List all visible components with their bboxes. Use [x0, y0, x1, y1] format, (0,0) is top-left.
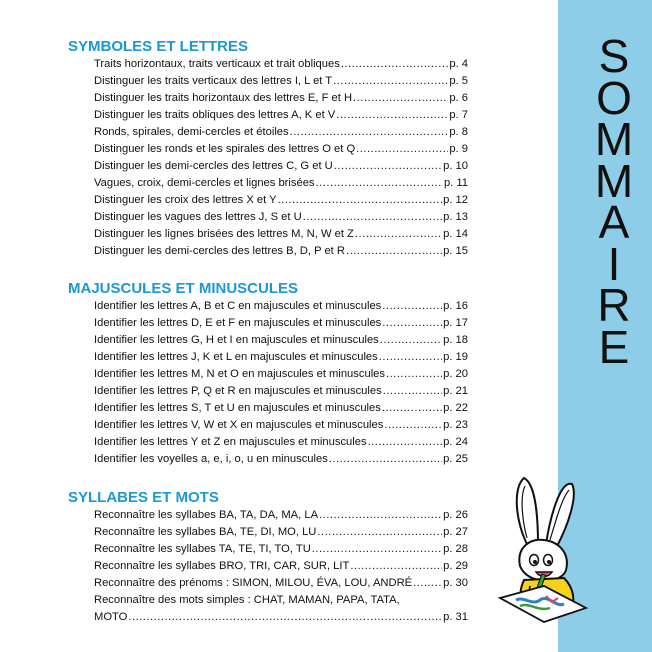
- entry-list: [68, 56, 468, 260]
- entry-label: Distinguer les croix des lettres X et Y: [94, 194, 277, 206]
- toc-entry[interactable]: [68, 575, 468, 592]
- dot-leader: [380, 332, 442, 349]
- entry-label: Distinguer les traits horizontaux des lettres E, F et H: [94, 92, 353, 104]
- toc-entry[interactable]: [68, 175, 468, 192]
- toc-entry[interactable]: [68, 124, 468, 141]
- toc-entry[interactable]: [68, 315, 468, 332]
- entry-page: p. 18: [443, 334, 468, 346]
- table-of-contents: [68, 38, 468, 626]
- entry-label: Distinguer les demi-cercles des lettres B, D, P et R: [94, 245, 345, 257]
- section-title: MAJUSCULES ET MINUSCULES: [68, 280, 299, 297]
- dot-leader: [356, 141, 448, 158]
- entry-label: Distinguer les traits verticaux des lettres I, L et T: [94, 75, 333, 87]
- entry-label: Identifier les lettres J, K et L en majuscules et minuscules: [94, 351, 378, 363]
- dot-leader: [355, 226, 442, 243]
- entry-page: p. 7: [449, 109, 468, 121]
- dot-leader: [329, 451, 442, 468]
- section-title: SYMBOLES ET LETTRES: [68, 38, 249, 55]
- toc-entry[interactable]: [68, 541, 468, 558]
- dot-leader: [379, 349, 442, 366]
- entry-page: p. 12: [443, 194, 468, 206]
- entry-label: Vagues, croix, demi-cercles et lignes brisées: [94, 177, 315, 189]
- title-letter: M: [594, 113, 634, 165]
- toc-entry[interactable]: [68, 107, 468, 124]
- entry-label: Distinguer les vagues des lettres J, S et U: [94, 211, 302, 223]
- title-letter: I: [607, 237, 621, 290]
- section-symboles-et-lettres: [68, 38, 468, 260]
- entry-page: p. 19: [443, 351, 468, 363]
- entry-page: p. 6: [449, 92, 468, 104]
- toc-entry[interactable]: [68, 192, 468, 209]
- dot-leader: [319, 507, 442, 524]
- dot-leader: [384, 417, 442, 434]
- entry-label: Identifier les lettres P, Q et R en majuscules et minuscules: [94, 385, 382, 397]
- entry-label: Reconnaître les syllabes TA, TE, TI, TO, TU: [94, 543, 311, 555]
- dot-leader: [350, 558, 442, 575]
- dot-leader: [336, 107, 448, 124]
- toc-entry[interactable]: [68, 417, 468, 434]
- section-title: SYLLABES ET MOTS: [68, 489, 219, 506]
- dot-leader: [382, 400, 442, 417]
- entry-label: Distinguer les demi-cercles des lettres C, G et U: [94, 160, 333, 172]
- title-letter: S: [598, 30, 630, 82]
- toc-entry-wrapped[interactable]: [68, 592, 468, 626]
- title-letter: A: [598, 196, 630, 248]
- toc-entry[interactable]: [68, 158, 468, 175]
- entry-label: Distinguer les lignes brisées des lettres M, N, W et Z: [94, 228, 354, 240]
- entry-page: p. 28: [443, 543, 468, 555]
- entry-list: [68, 507, 468, 626]
- entry-page: p. 20: [443, 368, 468, 380]
- toc-entry[interactable]: [68, 298, 468, 315]
- entry-page: p. 24: [443, 436, 468, 448]
- toc-entry[interactable]: [68, 366, 468, 383]
- dot-leader: [413, 575, 442, 592]
- entry-page: p. 16: [443, 300, 468, 312]
- title-letter: O: [596, 71, 632, 124]
- entry-label: Reconnaître les syllabes BRO, TRI, CAR, SUR, LIT: [94, 560, 350, 572]
- dot-leader: [303, 209, 442, 226]
- entry-page: p. 13: [443, 211, 468, 223]
- entry-page: p. 29: [443, 560, 468, 572]
- section-syllabes-et-mots: [68, 489, 468, 626]
- entry-page: p. 26: [443, 509, 468, 521]
- entry-label: Identifier les lettres A, B et C en majuscules et minuscules: [94, 300, 382, 312]
- toc-entry[interactable]: [68, 400, 468, 417]
- dot-leader: [383, 383, 442, 400]
- title-letter: E: [598, 320, 630, 373]
- entry-label: Identifier les lettres D, E et F en majuscules et minuscules: [94, 317, 382, 329]
- toc-entry[interactable]: [68, 141, 468, 158]
- toc-entry[interactable]: [68, 90, 468, 107]
- entry-list: [68, 298, 468, 468]
- entry-page: p. 21: [443, 385, 468, 397]
- dot-leader: [368, 434, 443, 451]
- toc-entry[interactable]: [68, 524, 468, 541]
- toc-entry[interactable]: [68, 226, 468, 243]
- entry-label: Identifier les lettres G, H et I en majuscules et minuscules: [94, 334, 379, 346]
- entry-page: p. 9: [449, 143, 468, 155]
- dot-leader: [334, 158, 442, 175]
- toc-entry[interactable]: [68, 507, 468, 524]
- entry-page: p. 8: [449, 126, 468, 138]
- toc-entry[interactable]: [68, 73, 468, 90]
- toc-entry[interactable]: [68, 558, 468, 575]
- entry-page: p. 23: [443, 419, 468, 431]
- dot-leader: [317, 524, 442, 541]
- title-letter: R: [597, 279, 631, 331]
- section-majuscules-et-minuscules: [68, 280, 468, 468]
- dot-leader: [278, 192, 443, 209]
- toc-entry[interactable]: [68, 209, 468, 226]
- dot-leader: [312, 541, 442, 558]
- entry-page: p. 15: [443, 245, 468, 257]
- dot-leader: [386, 366, 442, 383]
- toc-entry[interactable]: [68, 349, 468, 366]
- toc-entry[interactable]: [68, 56, 468, 73]
- entry-label: Distinguer les traits obliques des lettres A, K et V: [94, 109, 336, 121]
- entry-page: p. 25: [443, 453, 468, 465]
- entry-page: p. 27: [443, 526, 468, 538]
- toc-entry[interactable]: [68, 434, 468, 451]
- entry-label: Distinguer les ronds et les spirales des lettres O et Q: [94, 143, 356, 155]
- toc-entry[interactable]: [68, 383, 468, 400]
- title-letter: M: [594, 154, 634, 207]
- sommaire-title: [586, 30, 642, 373]
- dot-leader: [128, 609, 442, 626]
- entry-label: Identifier les lettres V, W et X en majuscules et minuscules: [94, 419, 384, 431]
- entry-label: Identifier les lettres S, T et U en majuscules et minuscules: [94, 402, 381, 414]
- entry-label: Reconnaître les syllabes BA, TA, DA, MA, LA: [94, 509, 319, 521]
- entry-page: p. 10: [443, 160, 468, 172]
- dot-leader: [333, 73, 448, 90]
- entry-page: p. 30: [443, 577, 468, 589]
- entry-line2: [94, 609, 468, 626]
- entry-page: p. 31: [443, 611, 468, 623]
- entry-label: Identifier les voyelles a, e, i, o, u en minuscules: [94, 453, 328, 465]
- entry-label: Identifier les lettres M, N et O en majuscules et minuscules: [94, 368, 385, 380]
- entry-page: p. 17: [443, 317, 468, 329]
- dot-leader: [382, 315, 442, 332]
- entry-label-line1: Reconnaître des mots simples : CHAT, MAMAN, PAPA, TATA,: [94, 594, 400, 606]
- entry-label: Identifier les lettres Y et Z en majuscules et minuscules: [94, 436, 367, 448]
- dot-leader: [382, 298, 442, 315]
- entry-label: Reconnaître les syllabes BA, TE, DI, MO, LU: [94, 526, 317, 538]
- entry-page: p. 5: [449, 75, 468, 87]
- entry-label-line2: MOTO: [94, 611, 128, 623]
- dot-leader: [353, 90, 448, 107]
- dot-leader: [346, 243, 442, 260]
- entry-page: p. 4: [449, 58, 468, 70]
- entry-label: Reconnaître des prénoms : SIMON, MILOU, ÉVA, LOU, ANDRÉ: [94, 577, 413, 589]
- entry-page: p. 11: [443, 177, 468, 189]
- toc-entry[interactable]: [68, 332, 468, 349]
- entry-label: Ronds, spirales, demi-cercles et étoiles: [94, 126, 289, 138]
- entry-label: Traits horizontaux, traits verticaux et trait obliques: [94, 58, 340, 70]
- bunny-illustration: [494, 474, 594, 624]
- dot-leader: [341, 56, 449, 73]
- dot-leader: [290, 124, 449, 141]
- dot-leader: [316, 175, 443, 192]
- toc-entry[interactable]: [68, 451, 468, 468]
- entry-page: p. 22: [443, 402, 468, 414]
- toc-entry[interactable]: [68, 243, 468, 260]
- entry-page: p. 14: [443, 228, 468, 240]
